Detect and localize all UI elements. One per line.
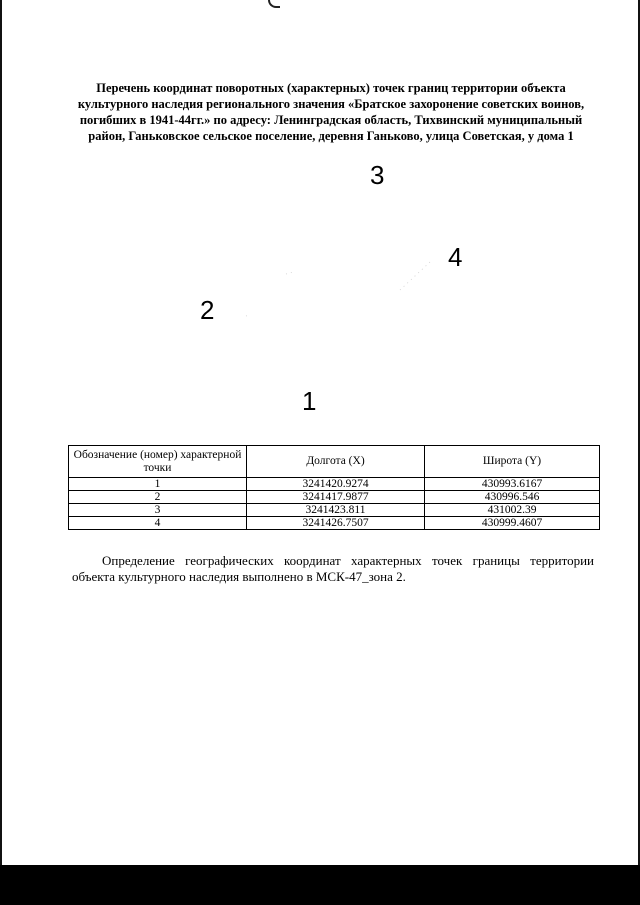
scheme-faint-lines (0, 150, 640, 430)
cell-longitude: 3241420.9274 (247, 478, 425, 491)
point-label-2: 2 (200, 295, 215, 325)
faint-boundary-segment (400, 262, 430, 290)
table-header-row (69, 446, 600, 478)
table-row (69, 478, 600, 491)
faint-boundary-segment (246, 315, 250, 316)
cell-latitude: 430993.6167 (425, 478, 600, 491)
coordinates-table-container (68, 445, 600, 530)
point-label-1: 1 (302, 386, 317, 416)
table-row (69, 517, 600, 530)
scan-mark (268, 0, 280, 8)
cell-longitude: 3241417.9877 (247, 491, 425, 504)
cell-longitude: 3241426.7507 (247, 517, 425, 530)
cell-point-number: 2 (69, 491, 247, 504)
header-longitude: Долгота (X) (247, 446, 425, 478)
cell-latitude: 430996.546 (425, 491, 600, 504)
table-row (69, 504, 600, 517)
cell-point-number: 1 (69, 478, 247, 491)
cell-latitude: 430999.4607 (425, 517, 600, 530)
coordinate-system-note: Определение географических координат характерных точек границы территории объекта культурного наследия выполнено в МСК-47_зона 2. (72, 553, 594, 584)
header-latitude: Широта (Y) (425, 446, 600, 478)
document-title: Перечень координат поворотных (характерных) точек границ территории объекта культурного наследия регионального значения «Братское захоронение советских воинов, погибших в 1941-44гг.» по адресу: Ленинградская область, Тихвинский муниципальный район, Ганьковское сельское поселение, деревня Ганьково, улица Советская, у дома 1 (77, 81, 585, 143)
cell-latitude: 431002.39 (425, 504, 600, 517)
cell-longitude: 3241423.811 (247, 504, 425, 517)
table-row (69, 491, 600, 504)
cell-point-number: 4 (69, 517, 247, 530)
boundary-scheme (0, 150, 640, 430)
coordinates-table (68, 445, 600, 530)
page-edge-left (0, 0, 2, 865)
faint-boundary-segment (286, 272, 294, 274)
point-label-4: 4 (448, 242, 463, 272)
header-point-number: Обозначение (номер) характерной точки (69, 446, 247, 478)
cell-point-number: 3 (69, 504, 247, 517)
scan-bottom-band (0, 865, 640, 905)
point-label-3: 3 (370, 160, 385, 190)
